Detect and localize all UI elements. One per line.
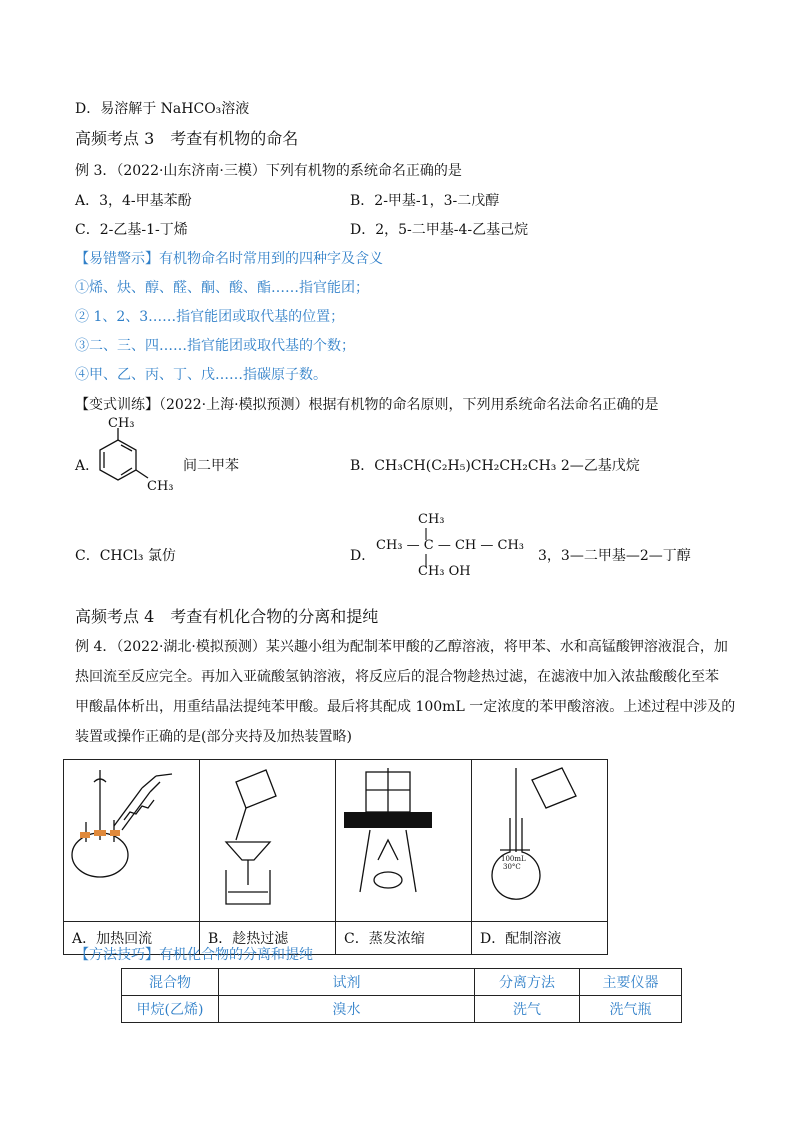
apparatus-option-b: B．趁热过滤 <box>200 922 336 955</box>
volumetric-flask-icon <box>472 760 602 905</box>
method-title: 【方法技巧】有机化合物的分离和提纯 <box>75 947 313 963</box>
example4-line: 例 4．（2022·湖北·模拟预测）某兴趣小组为配制苯甲酸的乙醇溶液，将甲苯、水和高锰酸钾溶液混合，加 <box>75 639 728 655</box>
variant-option-d-label: D． <box>350 548 376 564</box>
method-header: 分离方法 <box>475 969 580 996</box>
method-cell: 甲烷(乙烯) <box>122 996 219 1023</box>
apparatus-table <box>63 759 608 955</box>
apparatus-a-cell <box>64 760 200 922</box>
warning-item: ①烯、炔、醇、醛、酮、酸、酯……指官能团； <box>75 280 369 296</box>
example4-line: 热回流至反应完全。再加入亚硫酸氢钠溶液，将反应后的混合物趁热过滤，在滤液中加入浓盐酸酸化至苯 <box>75 669 719 685</box>
example3-option-a: A．3，4-甲基苯酚 <box>75 193 192 209</box>
method-cell: 洗气 <box>475 996 580 1023</box>
method-cell: 溴水 <box>219 996 475 1023</box>
example3-option-d: D．2，5-二甲基-4-乙基己烷 <box>350 222 529 238</box>
variant-option-b: B．CH₃CH(C₂H₅)CH₂CH₂CH₃ 2—乙基戊烷 <box>350 458 640 474</box>
variant-option-a-label: A． <box>75 458 100 474</box>
section-title-3: 高频考点 3 考查有机物的命名 <box>75 129 299 148</box>
filtration-apparatus-icon <box>200 760 330 905</box>
example4-line: 甲酸晶体析出，用重结晶法提纯苯甲酸。最后将其配成 100mL 一定浓度的苯甲酸溶液。上述过程中涉及的 <box>75 699 736 715</box>
flask-temp-label: 30°C <box>503 863 521 871</box>
xylene-ch3-bottom: CH₃ <box>147 479 174 494</box>
method-header: 试剂 <box>219 969 475 996</box>
method-header: 主要仪器 <box>580 969 682 996</box>
method-header: 混合物 <box>122 969 219 996</box>
d-struct-bottom: CH₃ OH <box>418 564 471 579</box>
apparatus-option-c: C．蒸发浓缩 <box>336 922 472 955</box>
evaporation-apparatus-icon <box>336 760 466 905</box>
warning-item: ② 1、2、3……指官能团或取代基的位置； <box>75 309 345 325</box>
section-title-4: 高频考点 4 考查有机化合物的分离和提纯 <box>75 607 379 626</box>
xylene-ch3-top: CH₃ <box>108 416 135 431</box>
example3-stem: 例 3．（2022·山东济南·三模）下列有机物的系统命名正确的是 <box>75 163 462 179</box>
variant-option-a-name: 间二甲苯 <box>183 458 239 474</box>
warning-item: ③二、三、四……指官能团或取代基的个数； <box>75 338 355 354</box>
apparatus-option-d: D．配制溶液 <box>472 922 608 955</box>
apparatus-b-cell <box>200 760 336 922</box>
example3-option-c: C．2-乙基-1-丁烯 <box>75 222 188 238</box>
d-struct-top: CH₃ <box>418 512 445 527</box>
variant-option-d-name: 3，3—二甲基—2—丁醇 <box>538 548 691 564</box>
example3-option-b: B．2-甲基-1，3-二戊醇 <box>350 193 500 209</box>
reflux-apparatus-icon <box>64 760 194 905</box>
apparatus-c-cell <box>336 760 472 922</box>
apparatus-d-cell <box>472 760 608 922</box>
method-cell: 洗气瓶 <box>580 996 682 1023</box>
warning-title: 【易错警示】有机物命名时常用到的四种字及含义 <box>75 251 383 267</box>
example4-line: 装置或操作正确的是(部分夹持及加热装置略) <box>75 729 352 745</box>
flask-volume-label: 100mL <box>501 855 526 863</box>
apparatus-option-a: A．加热回流 <box>64 922 200 955</box>
method-table <box>121 968 682 1023</box>
warning-item: ④甲、乙、丙、丁、戊……指碳原子数。 <box>75 367 327 383</box>
variant-stem: 【变式训练】（2022·上海·模拟预测）根据有机物的命名原则，下列用系统命名法命名正确的是 <box>75 397 659 413</box>
option-d-top: D．易溶解于 NaHCO₃溶液 <box>75 101 250 117</box>
d-struct-main: CH₃ — C — CH — CH₃ <box>376 538 525 553</box>
variant-option-c: C．CHCl₃ 氯仿 <box>75 548 176 564</box>
